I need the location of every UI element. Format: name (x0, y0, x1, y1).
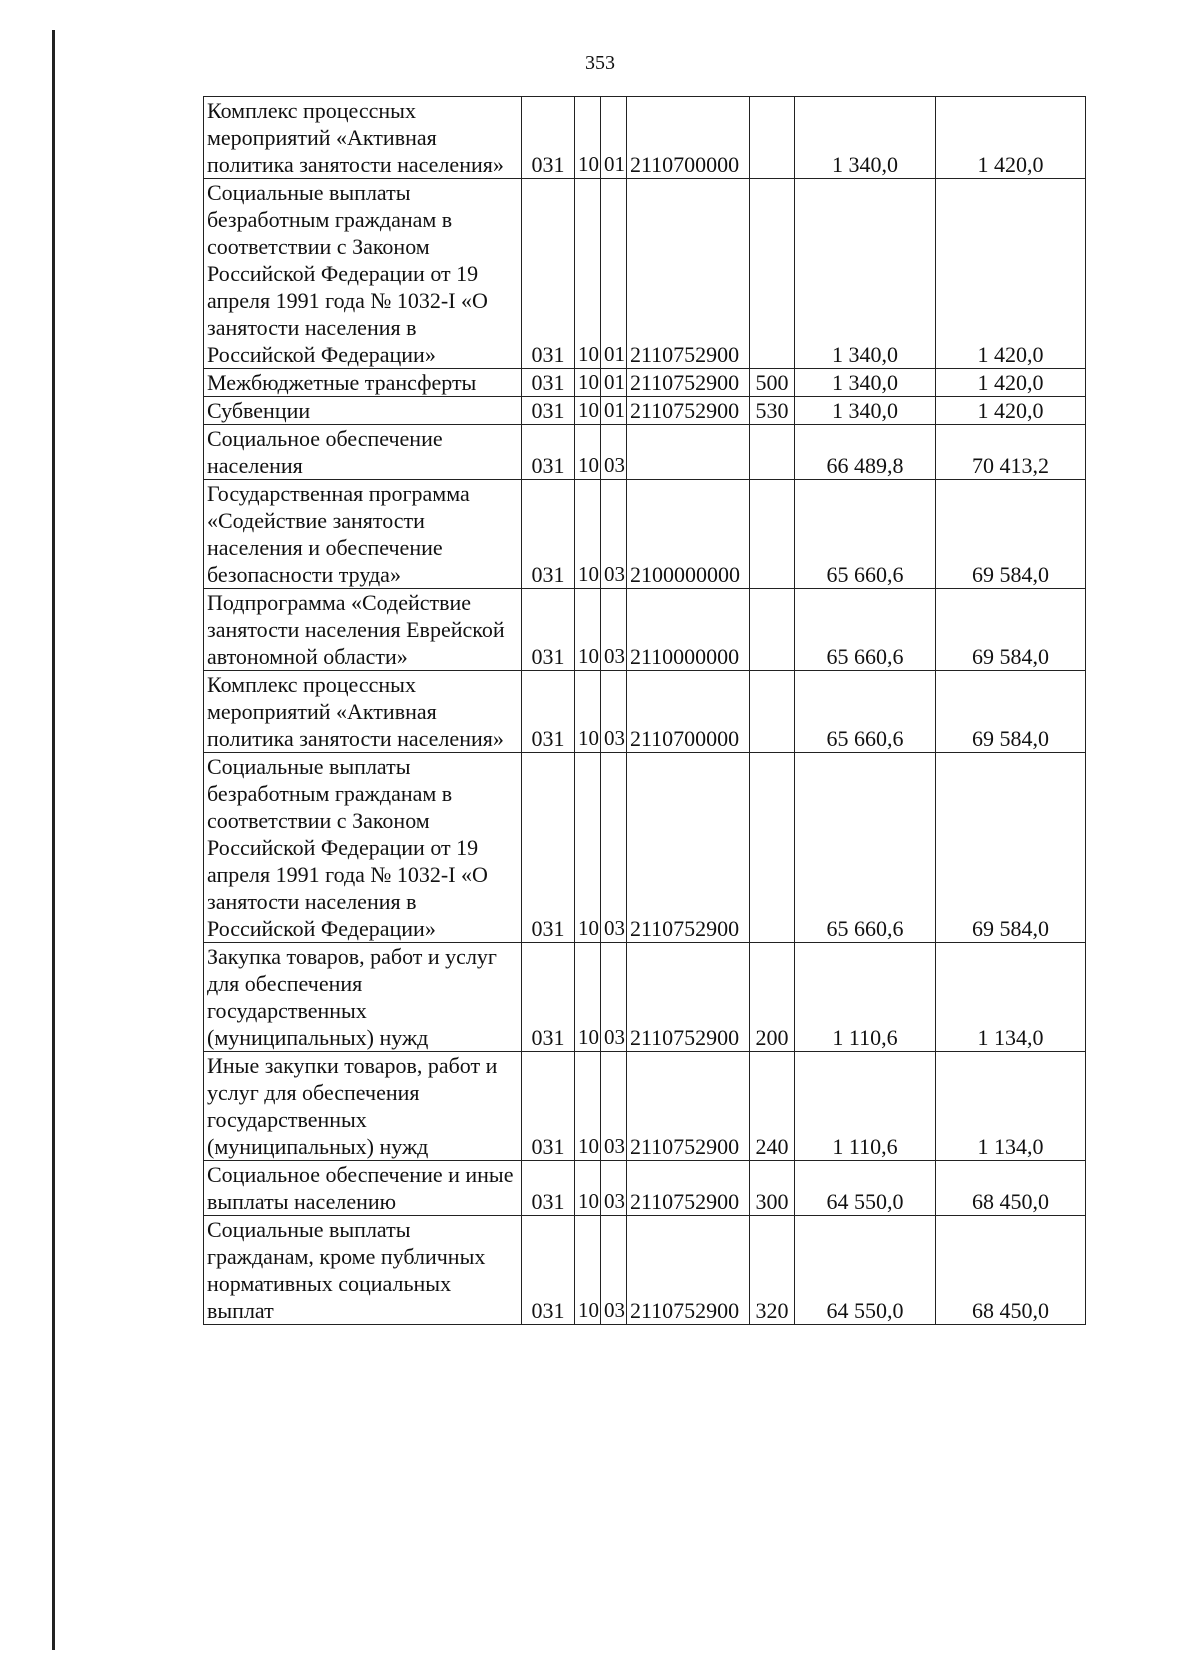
target-article-cell: 2110752900 (627, 397, 750, 425)
amount-year2-cell: 1 134,0 (936, 943, 1086, 1052)
target-article-cell: 2110752900 (627, 369, 750, 397)
section-code-cell: 10 (575, 369, 601, 397)
table-row (204, 397, 1086, 425)
subsection-code-cell: 01 (601, 179, 627, 369)
row-name-cell: Комплекс процессных мероприятий «Активная политика занятости населения» (204, 97, 522, 179)
ministry-code-cell: 031 (522, 589, 575, 671)
row-name-cell: Социальные выплаты гражданам, кроме публичных нормативных социальных выплат (204, 1216, 522, 1325)
amount-year1-cell: 65 660,6 (795, 480, 936, 589)
section-code-cell: 10 (575, 179, 601, 369)
amount-year1-cell: 65 660,6 (795, 671, 936, 753)
amount-year2-cell: 1 420,0 (936, 97, 1086, 179)
subsection-code-cell: 01 (601, 369, 627, 397)
amount-year1-cell: 1 110,6 (795, 1052, 936, 1161)
ministry-code-cell: 031 (522, 1052, 575, 1161)
amount-year2-cell: 69 584,0 (936, 480, 1086, 589)
row-name-cell: Социальные выплаты безработным гражданам в соответствии с Законом Российской Федерации от 19 апреля 1991 года № 1032-I «О занятости населения в Российской Федерации» (204, 753, 522, 943)
amount-year2-cell: 69 584,0 (936, 753, 1086, 943)
target-article-cell: 2110752900 (627, 753, 750, 943)
section-code-cell: 10 (575, 1052, 601, 1161)
amount-year2-cell: 70 413,2 (936, 425, 1086, 480)
subsection-code-cell: 01 (601, 397, 627, 425)
amount-year1-cell: 1 110,6 (795, 943, 936, 1052)
amount-year1-cell: 1 340,0 (795, 97, 936, 179)
target-article-cell: 2110000000 (627, 589, 750, 671)
table-row (204, 1052, 1086, 1161)
amount-year2-cell: 68 450,0 (936, 1161, 1086, 1216)
ministry-code-cell: 031 (522, 179, 575, 369)
subsection-code-cell: 03 (601, 480, 627, 589)
ministry-code-cell: 031 (522, 1216, 575, 1325)
expense-type-cell (750, 179, 795, 369)
amount-year1-cell: 1 340,0 (795, 179, 936, 369)
target-article-cell: 2110752900 (627, 179, 750, 369)
row-name-cell: Закупка товаров, работ и услуг для обеспечения государственных (муниципальных) нужд (204, 943, 522, 1052)
section-code-cell: 10 (575, 589, 601, 671)
subsection-code-cell: 03 (601, 943, 627, 1052)
budget-table-body (204, 97, 1086, 1325)
section-code-cell: 10 (575, 480, 601, 589)
row-name-cell: Подпрограмма «Содействие занятости населения Еврейской автономной области» (204, 589, 522, 671)
ministry-code-cell: 031 (522, 753, 575, 943)
ministry-code-cell: 031 (522, 369, 575, 397)
target-article-cell: 2100000000 (627, 480, 750, 589)
table-row (204, 1161, 1086, 1216)
ministry-code-cell: 031 (522, 425, 575, 480)
budget-table (203, 96, 1086, 1325)
subsection-code-cell: 03 (601, 1216, 627, 1325)
target-article-cell (627, 425, 750, 480)
expense-type-cell (750, 753, 795, 943)
expense-type-cell: 320 (750, 1216, 795, 1325)
expense-type-cell (750, 97, 795, 179)
row-name-cell: Государственная программа «Содействие занятости населения и обеспечение безопасности труда» (204, 480, 522, 589)
ministry-code-cell: 031 (522, 1161, 575, 1216)
table-row (204, 671, 1086, 753)
table-row (204, 425, 1086, 480)
section-code-cell: 10 (575, 753, 601, 943)
table-row (204, 589, 1086, 671)
amount-year2-cell: 68 450,0 (936, 1216, 1086, 1325)
section-code-cell: 10 (575, 1216, 601, 1325)
row-name-cell: Субвенции (204, 397, 522, 425)
row-name-cell: Социальные выплаты безработным гражданам в соответствии с Законом Российской Федерации от 19 апреля 1991 года № 1032-I «О занятости населения в Российской Федерации» (204, 179, 522, 369)
page-number: 353 (585, 52, 615, 74)
ministry-code-cell: 031 (522, 480, 575, 589)
subsection-code-cell: 03 (601, 1161, 627, 1216)
amount-year1-cell: 66 489,8 (795, 425, 936, 480)
expense-type-cell: 200 (750, 943, 795, 1052)
table-row (204, 480, 1086, 589)
subsection-code-cell: 03 (601, 671, 627, 753)
expense-type-cell (750, 425, 795, 480)
table-row (204, 369, 1086, 397)
amount-year2-cell: 69 584,0 (936, 671, 1086, 753)
section-code-cell: 10 (575, 97, 601, 179)
section-code-cell: 10 (575, 671, 601, 753)
subsection-code-cell: 03 (601, 589, 627, 671)
row-name-cell: Межбюджетные трансферты (204, 369, 522, 397)
amount-year1-cell: 1 340,0 (795, 369, 936, 397)
table-row (204, 179, 1086, 369)
row-name-cell: Комплекс процессных мероприятий «Активная политика занятости населения» (204, 671, 522, 753)
section-code-cell: 10 (575, 1161, 601, 1216)
expense-type-cell: 240 (750, 1052, 795, 1161)
table-row (204, 1216, 1086, 1325)
table-row (204, 97, 1086, 179)
section-code-cell: 10 (575, 425, 601, 480)
amount-year2-cell: 1 420,0 (936, 179, 1086, 369)
subsection-code-cell: 01 (601, 97, 627, 179)
ministry-code-cell: 031 (522, 671, 575, 753)
amount-year1-cell: 65 660,6 (795, 589, 936, 671)
expense-type-cell (750, 589, 795, 671)
target-article-cell: 2110752900 (627, 1052, 750, 1161)
ministry-code-cell: 031 (522, 97, 575, 179)
amount-year1-cell: 65 660,6 (795, 753, 936, 943)
ministry-code-cell: 031 (522, 943, 575, 1052)
section-code-cell: 10 (575, 397, 601, 425)
expense-type-cell (750, 480, 795, 589)
target-article-cell: 2110752900 (627, 1161, 750, 1216)
target-article-cell: 2110752900 (627, 943, 750, 1052)
subsection-code-cell: 03 (601, 753, 627, 943)
expense-type-cell: 530 (750, 397, 795, 425)
section-code-cell: 10 (575, 943, 601, 1052)
target-article-cell: 2110700000 (627, 671, 750, 753)
amount-year2-cell: 1 420,0 (936, 369, 1086, 397)
expense-type-cell: 300 (750, 1161, 795, 1216)
table-row (204, 753, 1086, 943)
amount-year2-cell: 1 420,0 (936, 397, 1086, 425)
subsection-code-cell: 03 (601, 425, 627, 480)
row-name-cell: Социальное обеспечение населения (204, 425, 522, 480)
row-name-cell: Иные закупки товаров, работ и услуг для обеспечения государственных (муниципальных) нужд (204, 1052, 522, 1161)
amount-year2-cell: 69 584,0 (936, 589, 1086, 671)
table-row (204, 943, 1086, 1052)
amount-year1-cell: 1 340,0 (795, 397, 936, 425)
expense-type-cell: 500 (750, 369, 795, 397)
scan-edge-line (52, 30, 55, 1650)
target-article-cell: 2110700000 (627, 97, 750, 179)
subsection-code-cell: 03 (601, 1052, 627, 1161)
amount-year1-cell: 64 550,0 (795, 1216, 936, 1325)
ministry-code-cell: 031 (522, 397, 575, 425)
amount-year1-cell: 64 550,0 (795, 1161, 936, 1216)
row-name-cell: Социальное обеспечение и иные выплаты населению (204, 1161, 522, 1216)
target-article-cell: 2110752900 (627, 1216, 750, 1325)
amount-year2-cell: 1 134,0 (936, 1052, 1086, 1161)
expense-type-cell (750, 671, 795, 753)
